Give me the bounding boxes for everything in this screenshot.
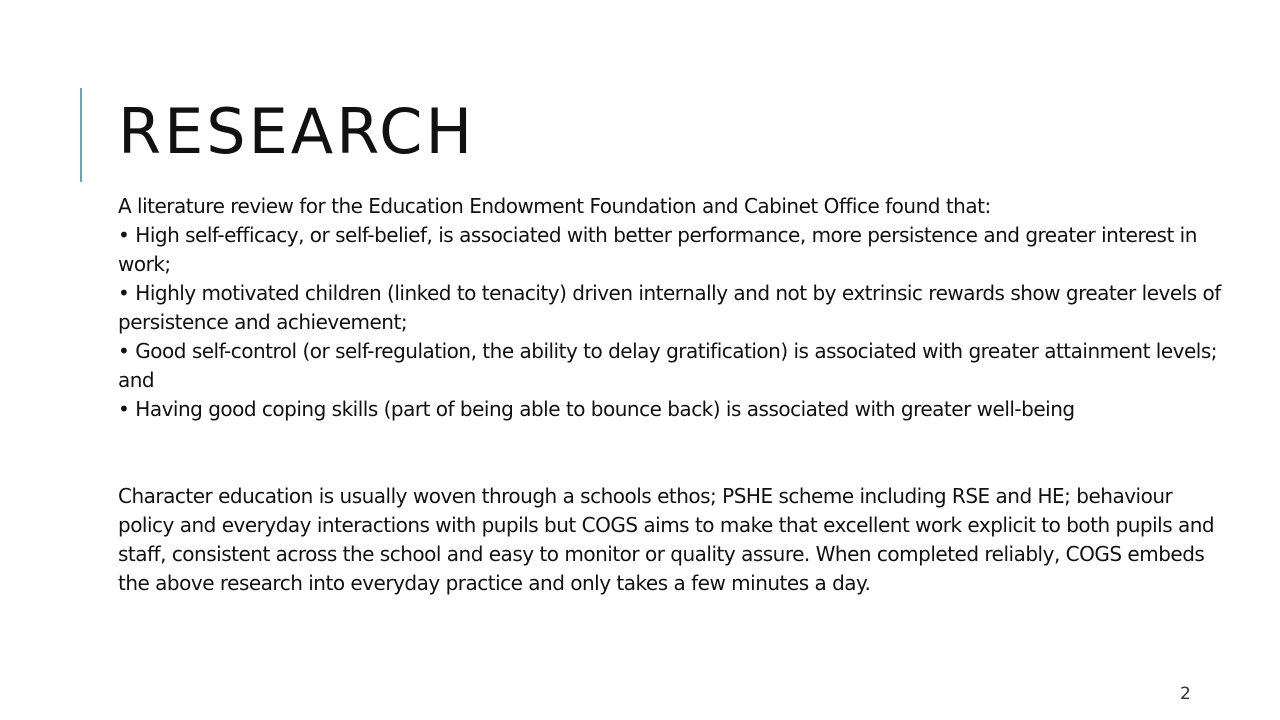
bullet-mark: • [118, 281, 130, 305]
page-number: 2 [1180, 684, 1191, 704]
finding-item [118, 395, 1228, 424]
bullet-mark: • [118, 397, 130, 421]
title-accent-bar [80, 88, 82, 182]
closing-paragraph: Character education is usually woven through a schools ethos; PSHE scheme including RSE and HE; behaviour policy and everyday interactions with pupils but COGS aims to make that excellent work explicit to both pupils and staff, consistent across the school and easy to monitor or quality assure. When completed reliably, COGS embeds the above research into everyday practice and only takes a few minutes a day. [118, 484, 1215, 595]
finding-item [118, 337, 1228, 395]
findings-list [118, 221, 1228, 424]
bullet-mark: • [118, 223, 130, 247]
slide-title: RESEARCH [118, 95, 476, 168]
finding-item [118, 279, 1228, 337]
slide-body [118, 192, 1228, 598]
paragraph-spacer [118, 424, 1228, 482]
bullet-mark: • [118, 339, 130, 363]
finding-text: Having good coping skills (part of being able to bounce back) is associated with greater well-being [135, 397, 1075, 421]
finding-text: Good self-control (or self-regulation, the ability to delay gratification) is associated with greater attainment levels; and [118, 339, 1218, 392]
finding-text: Highly motivated children (linked to tenacity) driven internally and not by extrinsic rewards show greater levels of persistence and achievement; [118, 281, 1221, 334]
finding-text: High self-efficacy, or self-belief, is associated with better performance, more persistence and greater interest in work; [118, 223, 1197, 276]
intro-text: A literature review for the Education Endowment Foundation and Cabinet Office found that: [118, 194, 991, 218]
finding-item [118, 221, 1228, 279]
